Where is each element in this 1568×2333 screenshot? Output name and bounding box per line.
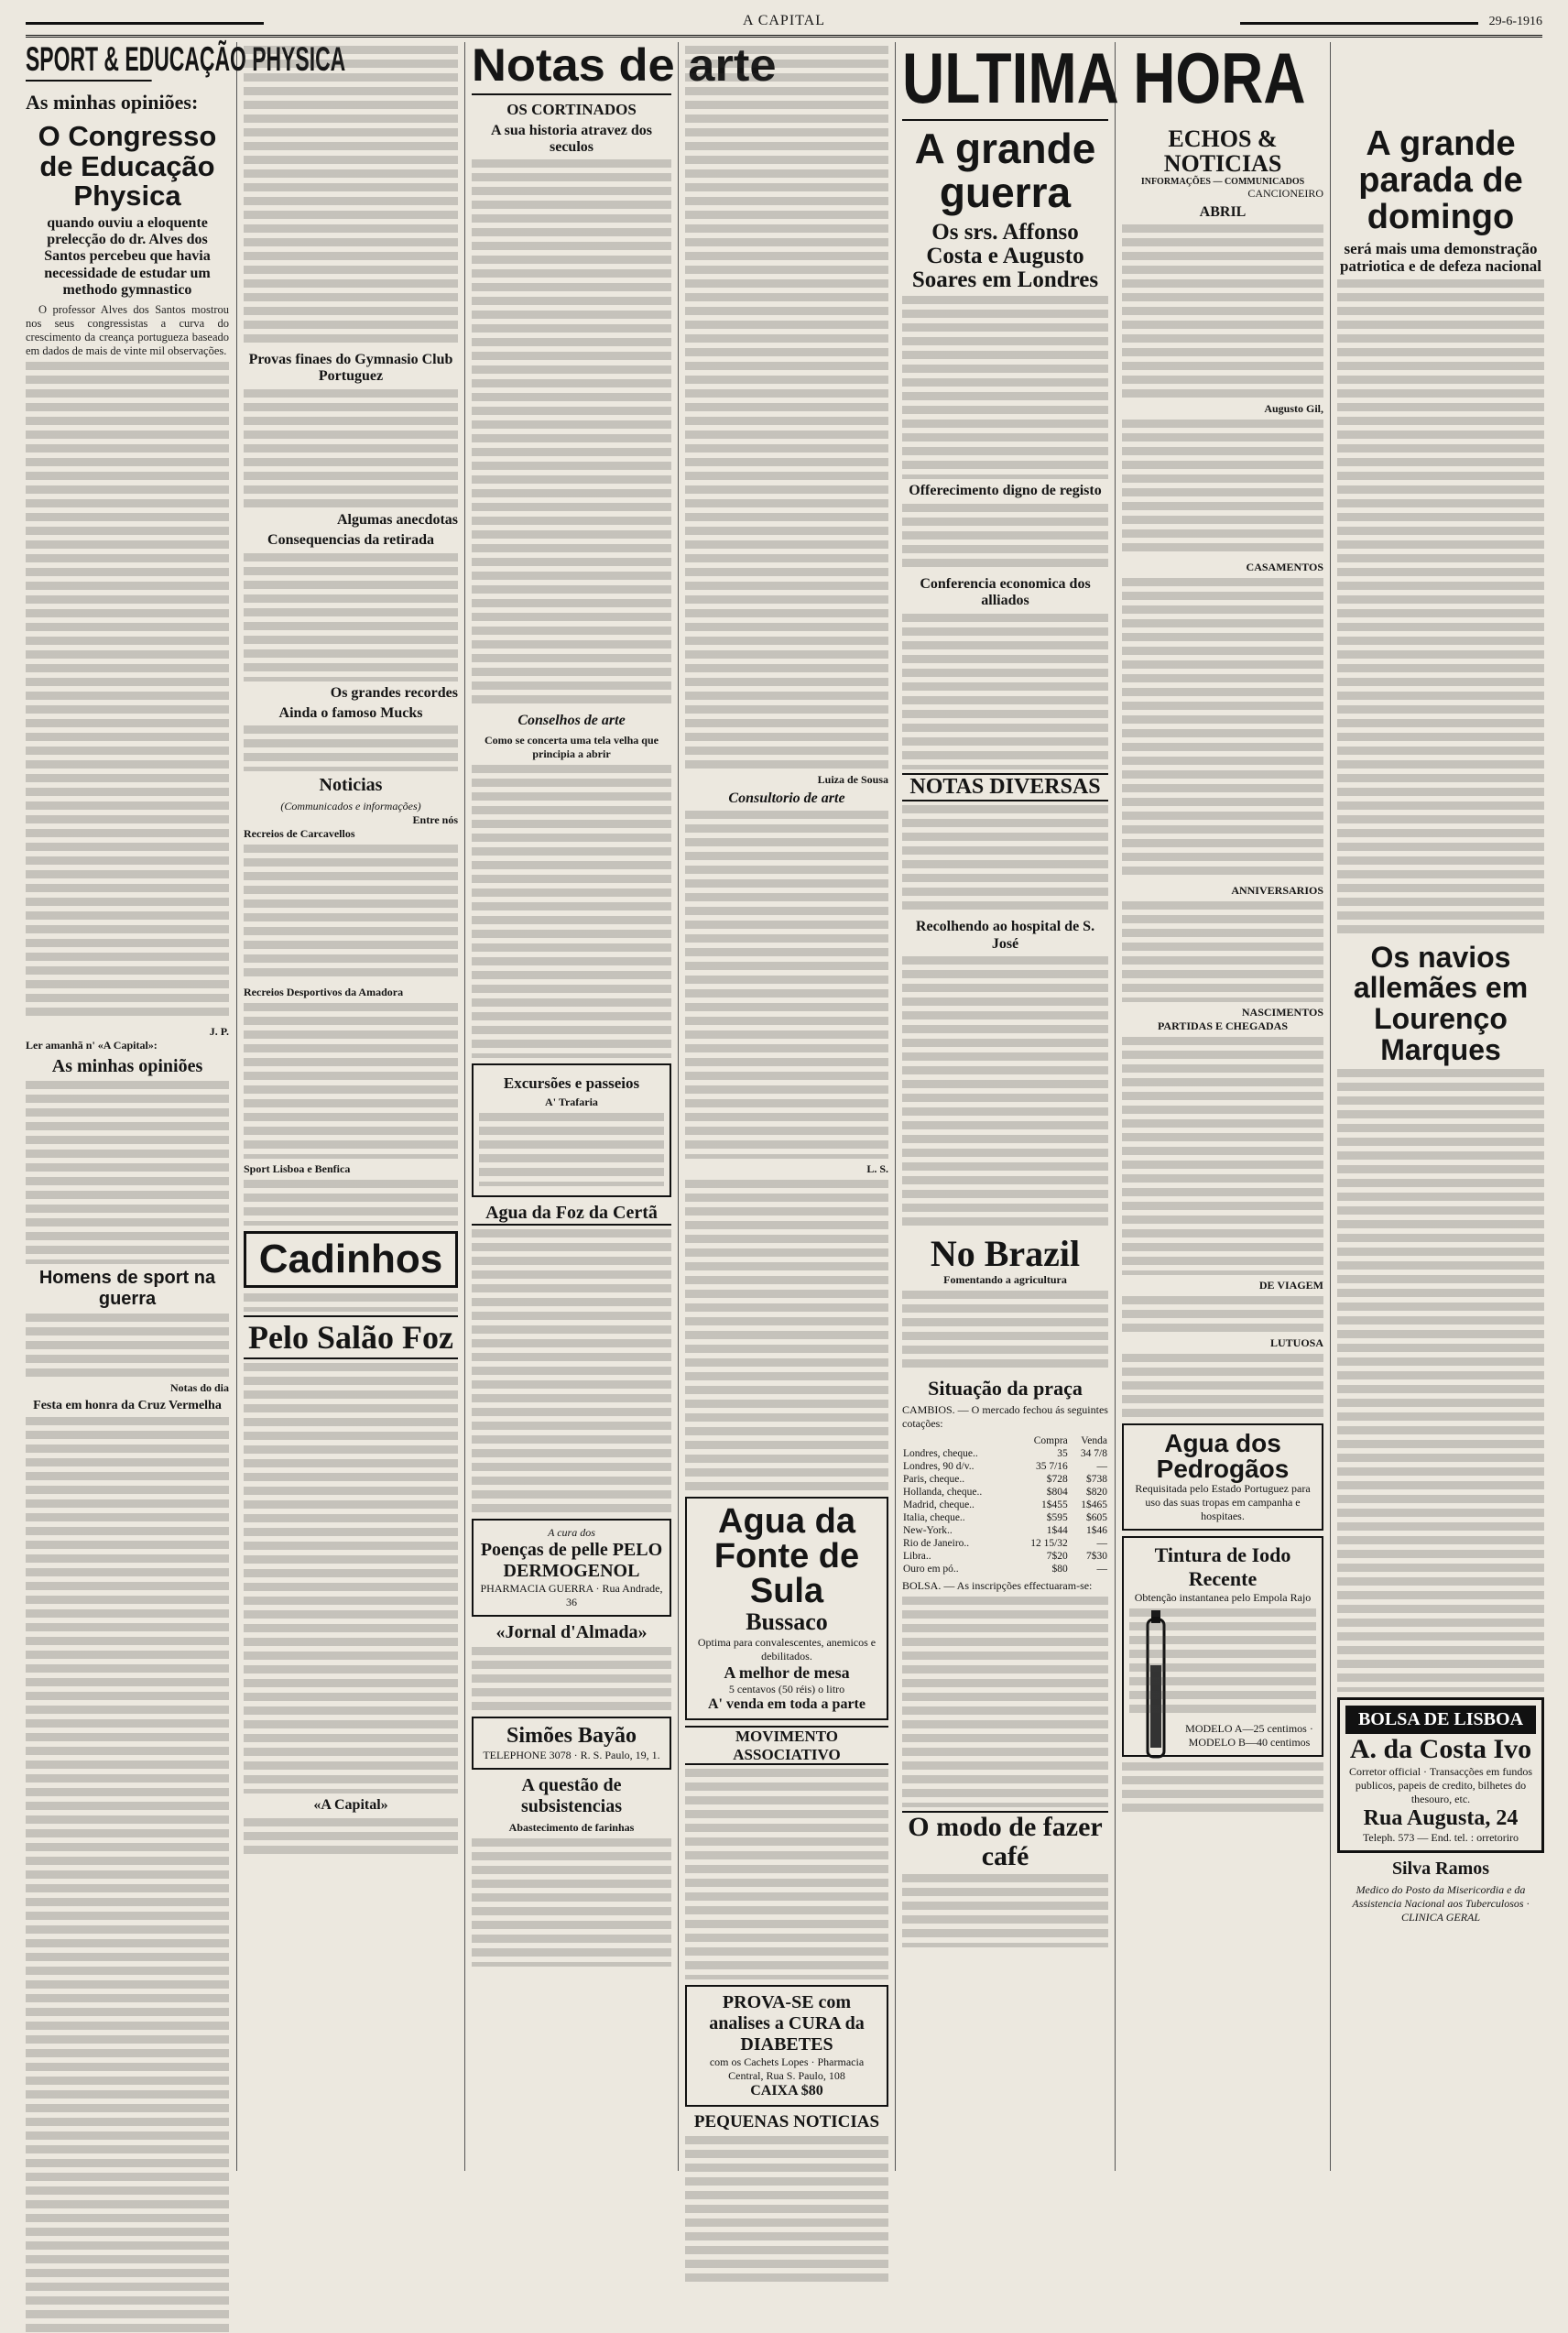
table-row bbox=[902, 1499, 1108, 1511]
cambios-header-cell bbox=[902, 1434, 1015, 1447]
heading-consultorio: Consultorio de arte bbox=[728, 790, 845, 806]
table-row bbox=[902, 1511, 1108, 1524]
column-arte-2 bbox=[685, 42, 888, 2171]
table-row bbox=[902, 1473, 1108, 1486]
headline: O Congresso de Educação Physica bbox=[38, 120, 217, 213]
table-cell: $80 bbox=[1051, 1564, 1068, 1575]
table-cell: Hollanda, cheque.. bbox=[903, 1487, 983, 1499]
section-title-arte: Notas de arte bbox=[472, 39, 777, 91]
heading-viagem: DE VIAGEM bbox=[1258, 1278, 1323, 1292]
heading-mucks: Ainda o famoso Mucks bbox=[278, 704, 423, 721]
signature-augusto-gil: Augusto Gil, bbox=[1264, 401, 1323, 415]
table-row bbox=[902, 1447, 1108, 1460]
deck-cortinados: A sua historia atravez dos seculos bbox=[491, 122, 652, 155]
table-cell: $728 bbox=[1046, 1474, 1068, 1486]
table-cell: $605 bbox=[1086, 1512, 1107, 1524]
heading-noticias: Noticias bbox=[319, 775, 383, 796]
heading-salao-foz: Pelo Salão Foz bbox=[244, 1315, 458, 1359]
heading-nascimentos: NASCIMENTOS bbox=[1241, 1005, 1323, 1019]
table-cell: — bbox=[1096, 1538, 1107, 1550]
heading-situacao: Situação da praça bbox=[928, 1376, 1083, 1400]
table-row bbox=[902, 1486, 1108, 1499]
table-cell: 34 7/8 bbox=[1080, 1448, 1107, 1460]
heading-noticias-sub: (Communicados e informações) bbox=[280, 800, 421, 813]
excursoes-box: Excursões e passeios A' Trafaria bbox=[472, 1063, 671, 1198]
echos-sub: INFORMAÇÕES — COMMUNICADOS bbox=[1140, 176, 1305, 187]
conselhos-sub: Como se concerta uma tela velha que principia a abrir bbox=[485, 733, 659, 760]
heading-anniversarios: ANNIVERSARIOS bbox=[1231, 883, 1323, 897]
cambios-header-cell: Venda bbox=[1081, 1435, 1107, 1447]
table-cell: 35 7/16 bbox=[1035, 1461, 1068, 1473]
heading-echos: ECHOS & NOTICIAS bbox=[1163, 125, 1282, 178]
series-title: As minhas opiniões: bbox=[26, 91, 199, 114]
paper-name: A CAPITAL bbox=[743, 13, 825, 28]
table-row bbox=[902, 1460, 1108, 1473]
table-cell: 1$455 bbox=[1041, 1499, 1068, 1511]
table-cell: 1$44 bbox=[1046, 1525, 1068, 1537]
heading-brazil: No Brazil bbox=[930, 1232, 1081, 1274]
table-cell: $804 bbox=[1046, 1487, 1068, 1499]
heading-modo-cafe: O modo de fazer café bbox=[902, 1811, 1108, 1870]
ad-cadinhos: Cadinhos bbox=[244, 1231, 458, 1288]
heading-homens: Homens de sport na guerra bbox=[38, 1267, 216, 1309]
heading-subsistencias: A questão de subsistencias bbox=[520, 1775, 623, 1817]
table-cell: New-York.. bbox=[903, 1525, 953, 1537]
heading-pequenas: PEQUENAS NOTICIAS bbox=[693, 2112, 880, 2132]
heading-notas-diversas: NOTAS DIVERSAS bbox=[902, 773, 1108, 802]
table-cell: $738 bbox=[1086, 1474, 1107, 1486]
table-cell: 12 15/32 bbox=[1030, 1538, 1068, 1550]
heading-cortinados: OS CORTINADOS bbox=[506, 101, 637, 118]
column-parada bbox=[1337, 42, 1544, 2171]
signature: J. P. bbox=[209, 1024, 229, 1038]
heading-navios: Os navios allemães em Lourenço Marques bbox=[1353, 940, 1529, 1066]
table-cell: Libra.. bbox=[903, 1551, 931, 1563]
signature-ls: L. S. bbox=[866, 1162, 888, 1176]
heading-provas: Provas finaes do Gymnasio Club Portuguez bbox=[248, 352, 453, 385]
table-row bbox=[902, 1537, 1108, 1550]
table-cell: Ouro em pó.. bbox=[903, 1564, 959, 1575]
table-cell: Londres, cheque.. bbox=[903, 1448, 978, 1460]
deck: quando ouviu a eloquente prelecção do dr. Alves dos Santos percebeu que havia necessidade de estudar um methodo gymnastico bbox=[44, 214, 211, 299]
table-cell: — bbox=[1096, 1461, 1107, 1473]
heading-conselhos: Conselhos de arte bbox=[517, 713, 626, 729]
table-row bbox=[902, 1563, 1108, 1575]
heading-silva-ramos: Silva Ramos bbox=[1391, 1859, 1490, 1880]
deck-parada: será mais uma demonstração patriotica e de defeza nacional bbox=[1339, 239, 1541, 276]
heading-jornal-almada: «Jornal d'Almada» bbox=[495, 1622, 648, 1643]
table-cell: — bbox=[1096, 1564, 1107, 1575]
ad-simoes-bayao: Simões Bayão TELEPHONE 3078 · R. S. Paulo, 19, 1. bbox=[472, 1717, 671, 1770]
ad-pedrogaos: Agua dos Pedrogãos Requisitada pelo Estado Portuguez para uso das suas tropas em campanha e hospitaes. bbox=[1122, 1423, 1323, 1531]
heading-grande-guerra: A grande guerra bbox=[914, 125, 1096, 217]
column-arte bbox=[472, 39, 777, 2171]
table-cell: $820 bbox=[1086, 1487, 1107, 1499]
table-cell: 35 bbox=[1057, 1448, 1068, 1460]
brazil-sub: Fomentando a agricultura bbox=[943, 1272, 1067, 1286]
heading-benfica: Sport Lisboa e Benfica bbox=[244, 1162, 351, 1176]
section-title: SPORT & EDUCAÇÃO PHYSICA bbox=[26, 42, 152, 82]
table-cell: Londres, 90 d/v.. bbox=[903, 1461, 975, 1473]
table-cell: Italia, cheque.. bbox=[903, 1512, 965, 1524]
heading-carcavellos: Recreios de Carcavellos bbox=[244, 827, 355, 841]
heading-cancioneiro: CANCIONEIRO bbox=[1247, 186, 1323, 200]
heading-casamentos: CASAMENTOS bbox=[1246, 560, 1323, 573]
table-cell: 7$20 bbox=[1046, 1551, 1068, 1563]
ad-tintura-iodo: Tintura de Iodo Recente Obtenção instantanea pelo Empola Rajo MODELO A—25 centimos · MODELO B—40 centimos bbox=[1122, 1536, 1323, 1757]
heading-consequencias: Consequencias da retirada bbox=[267, 532, 434, 549]
cambios-table bbox=[902, 1434, 1108, 1575]
lede: O professor Alves dos Santos mostrou nos seus congressistas a curva do crescimento da creança portugueza baseado em dados de mais de vinte mil observações. bbox=[26, 302, 229, 357]
signature-luiza: Luiza de Sousa bbox=[817, 773, 888, 786]
section-title-ultima: ULTIMA HORA bbox=[902, 38, 1306, 118]
table-cell: Paris, cheque.. bbox=[903, 1474, 965, 1486]
next-issue: Ler amanhã n' «A Capital»: bbox=[26, 1038, 158, 1052]
heading-abril: ABRIL bbox=[1199, 203, 1247, 220]
table-cell: Madrid, cheque.. bbox=[903, 1499, 975, 1511]
capital-ref: «A Capital» bbox=[313, 1797, 388, 1814]
notas-do-dia: Notas do dia bbox=[169, 1380, 229, 1394]
cambios-header-cell: Compra bbox=[1033, 1435, 1068, 1447]
heading-entre-nos: Entre nós bbox=[412, 813, 458, 827]
table-cell: 1$465 bbox=[1081, 1499, 1107, 1511]
table-row bbox=[902, 1550, 1108, 1563]
heading-parada: A grande parada de domingo bbox=[1358, 125, 1523, 236]
table-cell: 1$46 bbox=[1086, 1525, 1107, 1537]
heading-agua-foz: Agua da Foz da Certã bbox=[472, 1203, 671, 1226]
heading-anecdotas: Algumas anecdotas bbox=[336, 511, 458, 528]
ad-diabetes: PROVA-SE com analises a CURA da DIABETES com os Cachets Lopes · Pharmacia Central, Rua S. Paulo, 108 CAIXA $80 bbox=[685, 1985, 888, 2107]
heading-partidas: PARTIDAS E CHEGADAS bbox=[1157, 1019, 1289, 1032]
ad-bolsa-lisboa: BOLSA DE LISBOA A. da Costa Ivo Corretor official · Transacções em fundos publicos, papeis de credito, bilhetes do thesouro, etc. Rua Augusta, 24 Teleph. 573 — End. tel. : orretoriro bbox=[1337, 1697, 1544, 1853]
next-title: As minhas opiniões bbox=[51, 1055, 203, 1076]
table-cell: Rio de Janeiro.. bbox=[903, 1538, 970, 1550]
heading-recolhendo: Recolhendo ao hospital de S. José bbox=[915, 919, 1095, 952]
cambios-intro: CAMBIOS. — O mercado fechou ás seguintes cotações: bbox=[902, 1403, 1108, 1431]
heading-conferencia: Conferencia economica dos alliados bbox=[920, 575, 1091, 609]
heading-offerecimento: Offerecimento digno de registo bbox=[909, 483, 1102, 499]
heading-recordes: Os grandes recordes bbox=[330, 684, 458, 701]
table-row bbox=[902, 1524, 1108, 1537]
silva-ramos-sub: Medico do Posto da Misericordia e da Assistencia Nacional aos Tuberculosos · CLINICA GERAL bbox=[1352, 1883, 1530, 1924]
heading-movimento: MOVIMENTO ASSOCIATIVO bbox=[685, 1726, 888, 1765]
subsistencias-sub: Abastecimento de farinhas bbox=[508, 1821, 635, 1835]
ad-fonte-sula: Agua da Fonte de Sula Bussaco Optima para convalescentes, anemicos e debilitados. A melhor de mesa 5 centavos (50 réis) o litro A' venda em toda a parte bbox=[685, 1497, 888, 1720]
bolsa-intro: BOLSA. — As inscripções effectuaram-se: bbox=[902, 1579, 1093, 1593]
table-cell: $595 bbox=[1046, 1512, 1068, 1524]
column-echos bbox=[1122, 42, 1323, 2171]
masthead bbox=[26, 11, 1542, 38]
deck-londres: Os srs. Affonso Costa e Augusto Soares em Londres bbox=[911, 219, 1099, 293]
table-cell: 7$30 bbox=[1086, 1551, 1107, 1563]
heading-festa: Festa em honra da Cruz Vermelha bbox=[33, 1398, 222, 1412]
heading-amadora: Recreios Desportivos da Amadora bbox=[244, 986, 404, 999]
column-sport-2 bbox=[244, 42, 458, 2171]
issue-date: 29-6-1916 bbox=[1488, 15, 1542, 28]
ad-dermogenol: A cura dos Poenças de pelle PELO DERMOGENOL PHARMACIA GUERRA · Rua Andrade, 36 bbox=[472, 1519, 671, 1617]
heading-lutuosa: LUTUOSA bbox=[1269, 1335, 1323, 1349]
cambios-header-row bbox=[902, 1434, 1108, 1447]
